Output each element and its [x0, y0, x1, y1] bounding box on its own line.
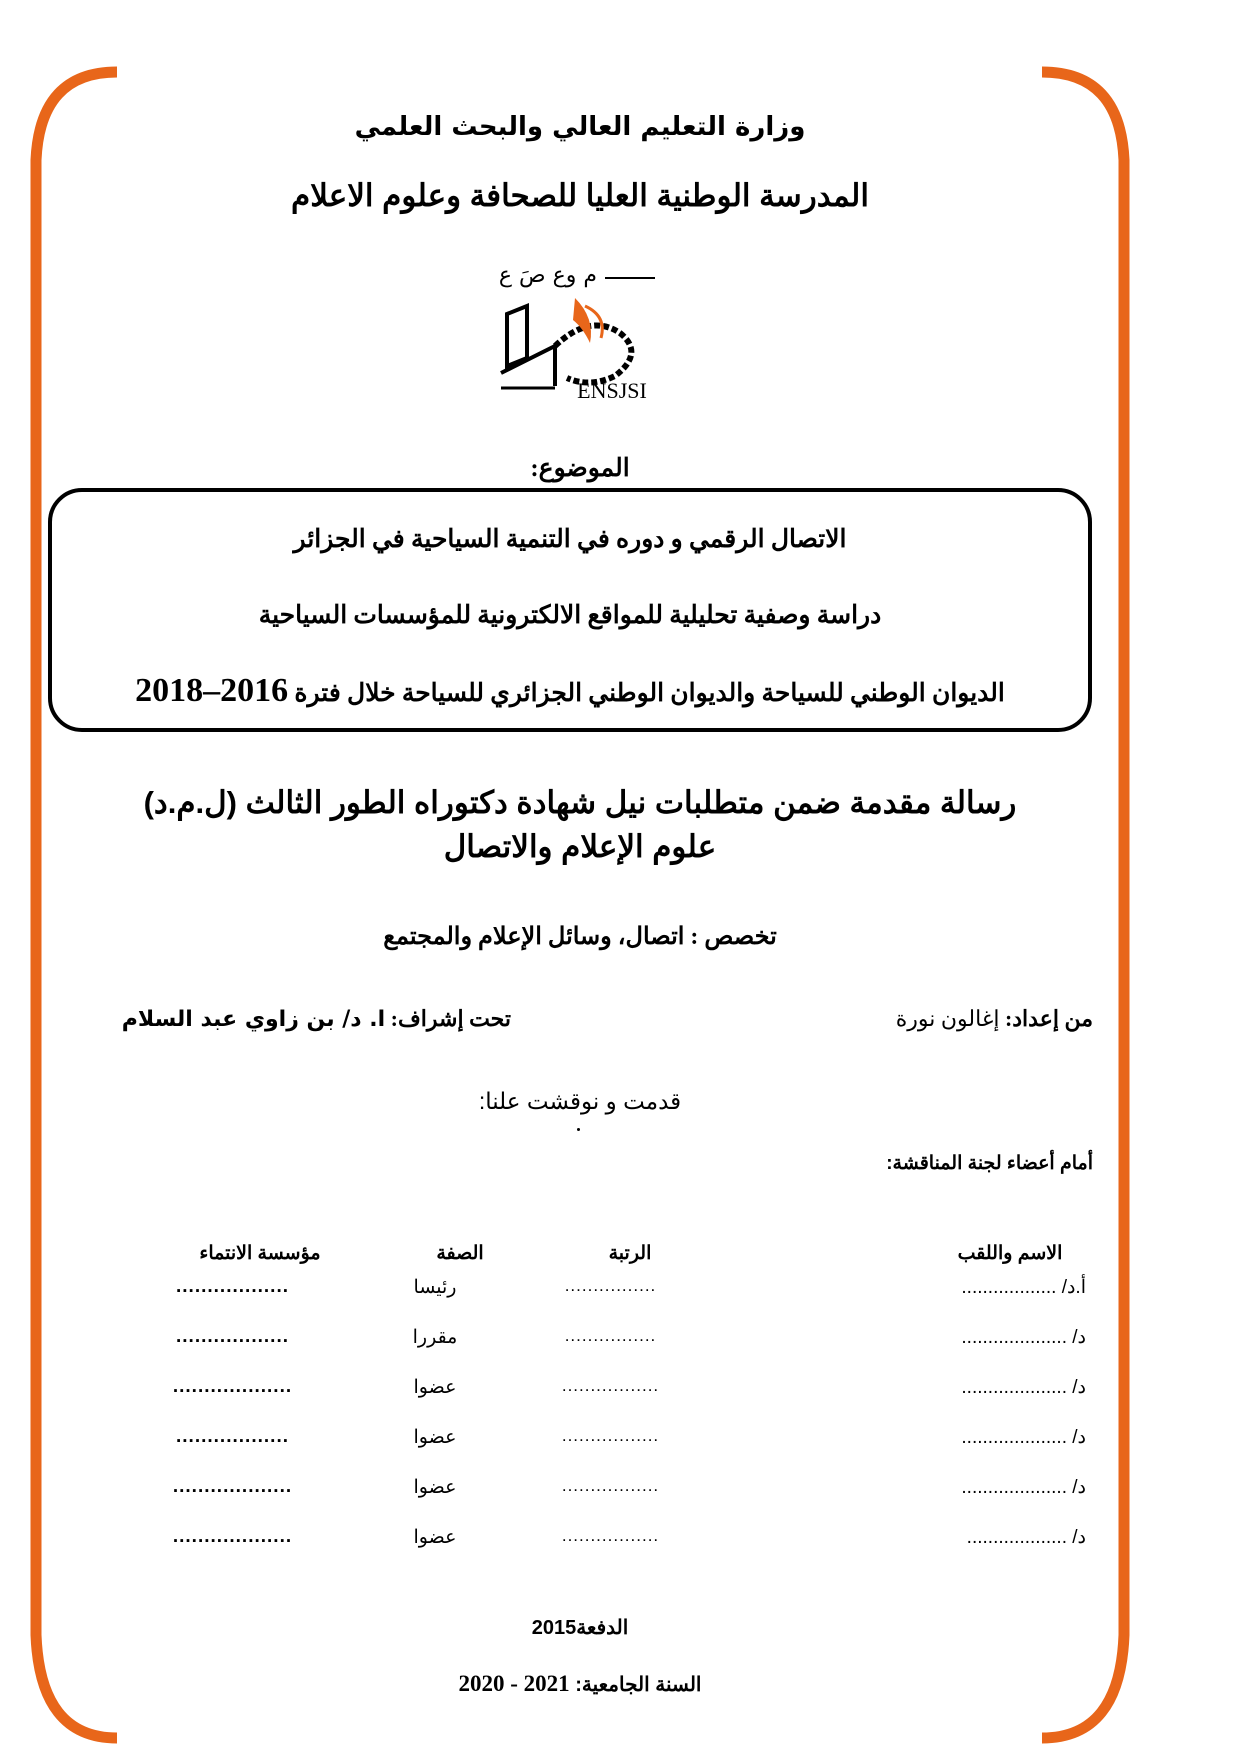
- header-name: الاسم واللقب: [957, 1243, 1063, 1264]
- member-institution: ..................: [175, 1326, 290, 1347]
- member-institution: ..................: [175, 1426, 290, 1447]
- member-name: د/ ....................: [961, 1477, 1086, 1498]
- member-name: د/ ....................: [961, 1427, 1086, 1448]
- subject-label: الموضوع:: [530, 455, 630, 482]
- header-rank: الرتبة: [608, 1243, 652, 1264]
- header-role: الصفة: [436, 1243, 484, 1264]
- school-logo: [495, 258, 670, 413]
- member-role: عضوا: [413, 1377, 457, 1398]
- member-role: عضوا: [413, 1527, 457, 1548]
- member-institution: ...................: [172, 1376, 293, 1397]
- prepared-by: [896, 1006, 1093, 1032]
- academic-year-value: 2020 - 2021: [458, 1671, 570, 1696]
- subject-title: الاتصال الرقمي و دوره في التنمية السياحية في الجزائر: [293, 526, 847, 553]
- member-name: د/ ....................: [961, 1327, 1086, 1348]
- member-institution: ...................: [172, 1476, 293, 1497]
- member-rank: .................: [561, 1376, 660, 1395]
- supervisor-name: ا. د/ بن زاوي عبد السلام: [121, 1007, 386, 1032]
- table-row: [0, 1276, 1241, 1316]
- logo-arabic-text: م وع صَ ع إ: [495, 263, 597, 288]
- cohort-year: 2015: [531, 1617, 577, 1639]
- member-role: عضوا: [413, 1477, 457, 1498]
- subject-subtitle: دراسة وصفية تحليلية للمواقع الالكترونية للمؤسسات السياحية: [258, 602, 882, 629]
- supervisor-label: تحت إشراف:: [390, 1006, 511, 1031]
- member-rank: ................: [564, 1276, 657, 1295]
- table-row: [0, 1326, 1241, 1366]
- committee-label: أمام أعضاء لجنة المناقشة:: [886, 1153, 1093, 1174]
- thesis-field: علوم الإعلام والاتصال: [443, 829, 717, 864]
- member-institution: ..................: [175, 1276, 290, 1297]
- member-role: عضوا: [413, 1427, 457, 1448]
- defended-publicly: قدمت و نوقشت علنا:: [478, 1088, 682, 1114]
- thesis-statement: رسالة مقدمة ضمن متطلبات نيل شهادة دكتوراه الطور الثالث (ل.م.د): [143, 785, 1017, 820]
- cohort-label: الدفعة: [576, 1617, 629, 1639]
- member-role: رئيسا: [413, 1277, 457, 1298]
- ministry-title: وزارة التعليم العالي والبحث العلمي: [354, 112, 806, 142]
- member-institution: ...................: [172, 1526, 293, 1547]
- table-row: [0, 1526, 1241, 1566]
- prepared-by-label: من إعداد:: [1004, 1006, 1093, 1031]
- supervised-by: [122, 1006, 511, 1032]
- member-role: مقررا: [412, 1327, 458, 1348]
- academic-year: [0, 1671, 1160, 1697]
- school-title: المدرسة الوطنية العليا للصحافة وعلوم الاعلام: [291, 178, 869, 213]
- cohort: [0, 1615, 1160, 1640]
- table-row: [0, 1426, 1241, 1466]
- logo-latin-text: ENSJSI: [577, 378, 647, 403]
- subject-scope-years: 2016–2018: [135, 672, 289, 709]
- member-name: د/ ....................: [961, 1377, 1086, 1398]
- member-rank: .................: [561, 1476, 660, 1495]
- subject-scope-text: الديوان الوطني للسياحة والديوان الوطني الجزائري للسياحة خلال فترة: [294, 680, 1005, 707]
- member-name: أ.د/ ..................: [961, 1277, 1086, 1298]
- member-rank: .................: [561, 1426, 660, 1445]
- academic-year-label: السنة الجامعية:: [575, 1674, 702, 1696]
- stray-dot: [577, 1128, 580, 1131]
- specialty: تخصص : اتصال، وسائل الإعلام والمجتمع: [383, 924, 777, 950]
- prepared-by-name: إغالون نورة: [895, 1006, 1000, 1031]
- table-row: [0, 1476, 1241, 1516]
- header-institution: مؤسسة الانتماء: [199, 1243, 321, 1264]
- member-rank: ................: [564, 1326, 657, 1345]
- table-row: [0, 1376, 1241, 1416]
- subject-scope: [48, 672, 1092, 710]
- member-name: د/ ...................: [966, 1527, 1086, 1548]
- member-rank: .................: [561, 1526, 660, 1545]
